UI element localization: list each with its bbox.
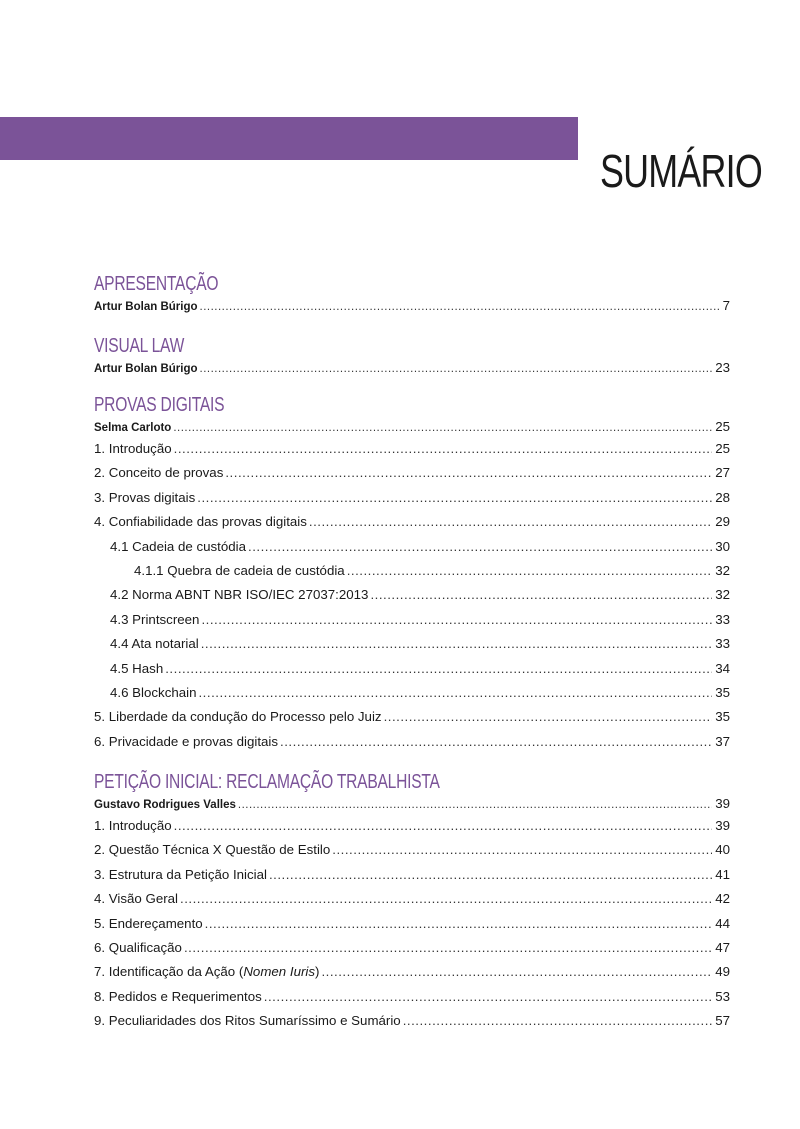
toc-entry[interactable] bbox=[94, 960, 730, 984]
entry-label bbox=[94, 960, 319, 984]
entry-page: 41 bbox=[715, 866, 730, 882]
entry-label: Artur Bolan Búrigo bbox=[94, 301, 198, 313]
dot-leader bbox=[174, 814, 713, 838]
entry-label: 8. Pedidos e Requerimentos bbox=[94, 988, 262, 1004]
entry-page: 35 bbox=[715, 709, 730, 725]
section-title: PETIÇÃO INICIAL: RECLAMAÇÃO TRABALHISTA bbox=[94, 771, 440, 793]
entry-label: 5. Liberdade da condução do Processo pelo Juiz bbox=[94, 709, 382, 725]
toc-entry[interactable] bbox=[94, 936, 730, 960]
entry-page: 40 bbox=[715, 842, 730, 858]
dot-leader bbox=[201, 632, 712, 656]
entry-label: 4.6 Blockchain bbox=[110, 684, 197, 700]
dot-leader bbox=[332, 838, 712, 862]
toc-entry[interactable] bbox=[94, 583, 730, 607]
dot-leader bbox=[347, 559, 713, 583]
section-visual-law bbox=[94, 334, 730, 378]
dot-leader bbox=[174, 437, 713, 461]
entry-page: 49 bbox=[715, 964, 730, 980]
toc-entry[interactable] bbox=[94, 705, 730, 729]
dot-leader bbox=[280, 730, 712, 754]
dot-leader bbox=[205, 912, 713, 936]
toc-entry[interactable] bbox=[94, 887, 730, 911]
toc-entry[interactable] bbox=[94, 535, 730, 559]
dot-leader bbox=[264, 985, 712, 1009]
entry-label: 3. Provas digitais bbox=[94, 489, 196, 505]
section-title: PROVAS DIGITAIS bbox=[94, 394, 225, 416]
toc-entry[interactable] bbox=[94, 681, 730, 705]
entry-label: 4.4 Ata notarial bbox=[110, 636, 199, 652]
entry-page: 28 bbox=[715, 489, 730, 505]
toc-entry[interactable] bbox=[94, 632, 730, 656]
toc-entry[interactable] bbox=[94, 510, 730, 534]
dot-leader bbox=[269, 863, 712, 887]
dot-leader bbox=[184, 936, 712, 960]
toc-entry[interactable] bbox=[94, 559, 730, 583]
toc-entry[interactable] bbox=[94, 437, 730, 461]
entry-page: 39 bbox=[715, 796, 730, 811]
entry-label-prefix: 7. Identificação da Ação ( bbox=[94, 964, 244, 980]
dot-leader bbox=[309, 510, 712, 534]
entry-page: 57 bbox=[715, 1013, 730, 1029]
entry-page: 32 bbox=[715, 562, 730, 578]
dot-leader bbox=[225, 461, 712, 485]
entry-page: 33 bbox=[715, 611, 730, 627]
entry-label: 3. Estrutura da Petição Inicial bbox=[94, 866, 267, 882]
toc-entry-author[interactable] bbox=[94, 794, 730, 814]
entry-page: 44 bbox=[715, 915, 730, 931]
entry-label: Selma Carloto bbox=[94, 422, 172, 434]
header-accent-bar bbox=[0, 117, 578, 160]
entry-page: 29 bbox=[715, 514, 730, 530]
dot-leader bbox=[200, 297, 720, 317]
dot-leader bbox=[384, 705, 713, 729]
entry-label: 4. Visão Geral bbox=[94, 891, 179, 907]
section-provas-digitais bbox=[94, 393, 730, 754]
entry-label: 4.3 Printscreen bbox=[110, 611, 200, 627]
dot-leader bbox=[321, 960, 712, 984]
dot-leader bbox=[370, 583, 712, 607]
toc-entry[interactable] bbox=[94, 863, 730, 887]
dot-leader bbox=[165, 657, 712, 681]
toc-entry[interactable] bbox=[94, 814, 730, 838]
dot-leader bbox=[201, 608, 712, 632]
entry-label: 2. Conceito de provas bbox=[94, 465, 224, 481]
dot-leader bbox=[403, 1009, 713, 1033]
entry-page: 23 bbox=[715, 360, 730, 375]
section-apresentacao bbox=[94, 272, 730, 316]
entry-page: 35 bbox=[715, 684, 730, 700]
section-title: APRESENTAÇÃO bbox=[94, 273, 219, 295]
toc-entry[interactable] bbox=[94, 985, 730, 1009]
entry-label-italic: Nomen Iuris bbox=[243, 964, 316, 980]
entry-page: 32 bbox=[715, 587, 730, 603]
entry-page: 7 bbox=[722, 298, 730, 313]
toc-entry[interactable] bbox=[94, 838, 730, 862]
entry-page: 25 bbox=[715, 419, 730, 434]
entry-label: 4.5 Hash bbox=[110, 660, 164, 676]
toc-entry-author[interactable] bbox=[94, 358, 730, 378]
entry-page: 34 bbox=[715, 660, 730, 676]
toc-entry[interactable] bbox=[94, 657, 730, 681]
entry-page: 42 bbox=[715, 891, 730, 907]
dot-leader bbox=[180, 887, 712, 911]
entry-page: 27 bbox=[715, 465, 730, 481]
entry-label: 4.1 Cadeia de custódia bbox=[110, 538, 247, 554]
entry-page: 37 bbox=[715, 733, 730, 749]
toc-entry[interactable] bbox=[94, 912, 730, 936]
section-title: VISUAL LAW bbox=[94, 335, 185, 357]
entry-label: 4.1.1 Quebra de cadeia de custódia bbox=[134, 562, 345, 578]
toc-entry[interactable] bbox=[94, 608, 730, 632]
entry-label: Gustavo Rodrigues Valles bbox=[94, 799, 236, 811]
entry-label: 6. Privacidade e provas digitais bbox=[94, 733, 279, 749]
entry-label: Artur Bolan Búrigo bbox=[94, 363, 198, 375]
entry-label: 1. Introdução bbox=[94, 441, 172, 456]
dot-leader bbox=[200, 359, 713, 379]
dot-leader bbox=[197, 486, 712, 510]
section-peticao-inicial bbox=[94, 770, 730, 1034]
entry-label: 6. Qualificação bbox=[94, 939, 182, 955]
entry-label: 2. Questão Técnica X Questão de Estilo bbox=[94, 842, 331, 858]
entry-page: 33 bbox=[715, 636, 730, 652]
dot-leader bbox=[238, 795, 712, 815]
entry-page: 25 bbox=[715, 441, 730, 456]
toc-entry-author[interactable] bbox=[94, 296, 730, 316]
dot-leader bbox=[198, 681, 712, 705]
entry-label: 4. Confiabilidade das provas digitais bbox=[94, 514, 307, 530]
entry-label: 4.2 Norma ABNT NBR ISO/IEC 27037:2013 bbox=[110, 587, 369, 603]
entry-label-suffix: ) bbox=[315, 964, 320, 980]
toc-entry-author[interactable] bbox=[94, 417, 730, 437]
toc-entry[interactable] bbox=[94, 730, 730, 754]
page-title: SUMÁRIO bbox=[600, 144, 762, 197]
toc-entry[interactable] bbox=[94, 461, 730, 485]
entry-page: 30 bbox=[715, 538, 730, 554]
dot-leader bbox=[248, 535, 712, 559]
entry-page: 39 bbox=[715, 818, 730, 833]
dot-leader bbox=[173, 418, 712, 438]
toc-entry[interactable] bbox=[94, 1009, 730, 1033]
entry-label: 9. Peculiaridades dos Ritos Sumaríssimo e Sumário bbox=[94, 1013, 401, 1029]
entry-page: 47 bbox=[715, 939, 730, 955]
entry-label: 5. Endereçamento bbox=[94, 915, 203, 931]
entry-label: 1. Introdução bbox=[94, 818, 172, 833]
toc-entry[interactable] bbox=[94, 486, 730, 510]
entry-page: 53 bbox=[715, 988, 730, 1004]
